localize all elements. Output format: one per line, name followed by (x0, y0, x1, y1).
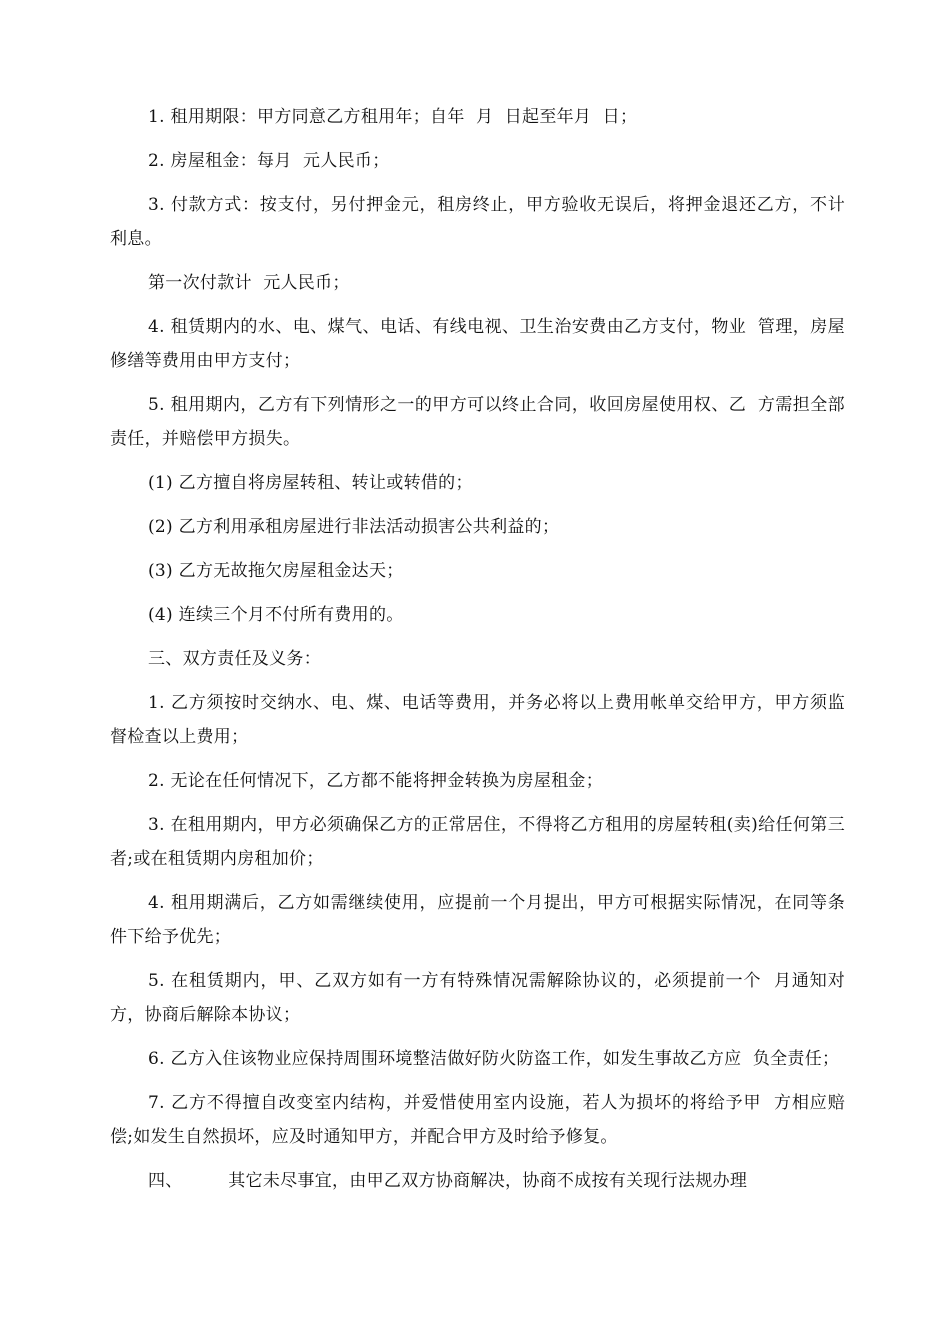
paragraph-duty-7: 7. 乙方不得擅自改变室内结构，并爱惜使用室内设施，若人为损坏的将给予甲 方相应赔偿;如发生自然损坏，应及时通知甲方，并配合甲方及时给予修复。 (110, 1093, 845, 1147)
paragraph-duty-6: 6. 乙方入住该物业应保持周围环境整洁做好防火防盗工作，如发生事故乙方应 负全责任； (148, 1049, 840, 1069)
paragraph-duty-2: 2. 无论在任何情况下，乙方都不能将押金转换为房屋租金； (148, 771, 604, 791)
paragraph-first-payment: 第一次付款计 元人民币； (148, 273, 350, 293)
paragraph-duty-5: 5. 在租赁期内，甲、乙双方如有一方有特殊情况需解除协议的，必须提前一个 月通知对方，协商后解除本协议； (110, 971, 845, 1025)
section-heading-responsibilities: 三、双方责任及义务： (148, 649, 321, 669)
paragraph-item-1: (1) 乙方擅自将房屋转租、转让或转借的； (148, 473, 473, 493)
paragraph-lease-term: 1. 租用期限：甲方同意乙方租用年；自年 月 日起至年月 日； (148, 107, 638, 127)
paragraph-payment-method: 3. 付款方式：按支付，另付押金元，租房终止，甲方验收无误后，将押金退还乙方，不计利息。 (110, 195, 845, 249)
paragraph-item-2: (2) 乙方利用承租房屋进行非法活动损害公共利益的； (148, 517, 560, 537)
paragraph-item-3: (3) 乙方无故拖欠房屋租金达天； (148, 561, 404, 581)
paragraph-rent: 2. 房屋租金：每月 元人民币； (148, 151, 390, 171)
paragraph-termination: 5. 租用期内，乙方有下列情形之一的甲方可以终止合同，收回房屋使用权、乙 方需担全部责任，并赔偿甲方损失。 (110, 395, 845, 449)
paragraph-duty-3: 3. 在租用期内，甲方必须确保乙方的正常居住，不得将乙方租用的房屋转租(卖)给任何第三者;或在租赁期内房租加价； (110, 815, 845, 869)
paragraph-duty-4: 4. 租用期满后，乙方如需继续使用，应提前一个月提出，甲方可根据实际情况，在同等条件下给予优先； (110, 893, 845, 947)
paragraph-utilities: 4. 租赁期内的水、电、煤气、电话、有线电视、卫生治安费由乙方支付，物业 管理，房屋修缮等费用由甲方支付； (110, 317, 845, 371)
paragraph-item-4: (4) 连续三个月不付所有费用的。 (148, 605, 404, 625)
paragraph-other-matters: 四、 其它未尽事宜，由甲乙双方协商解决，协商不成按有关现行法规办理 (148, 1171, 748, 1191)
paragraph-duty-1: 1. 乙方须按时交纳水、电、煤、电话等费用，并务必将以上费用帐单交给甲方，甲方须监督检查以上费用； (110, 693, 845, 747)
